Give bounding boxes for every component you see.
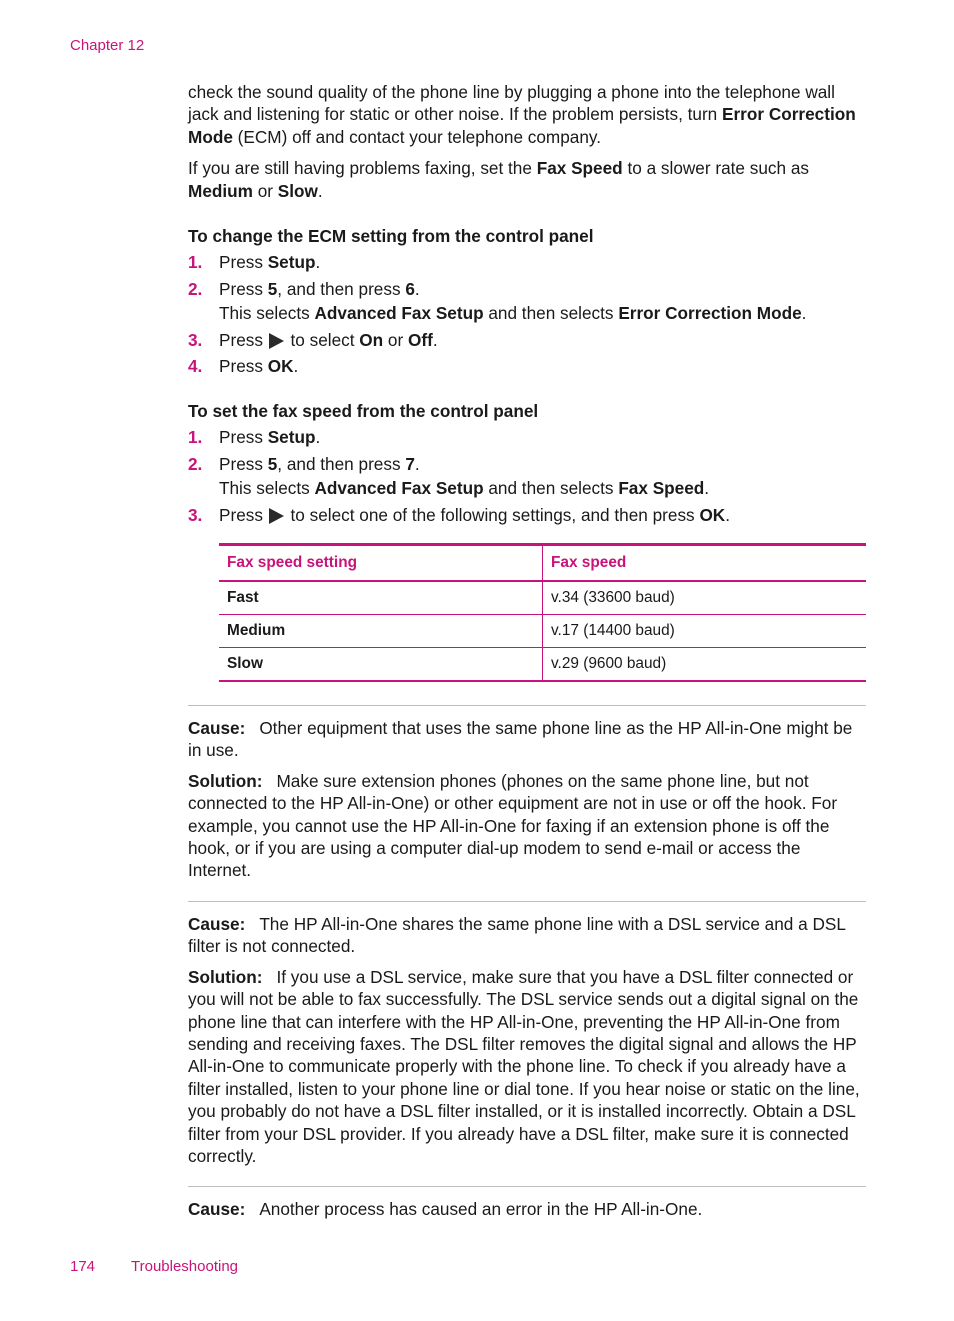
ecm-step-4: 4. Press OK. — [188, 356, 299, 377]
right-arrow-icon — [269, 508, 284, 524]
intro-paragraph-1: check the sound quality of the phone line by plugging a phone into the telephone wall jack and listening for static or other noise. If the problem persists, turn Error Correction Mode (ECM) off and contact your telephone company. — [188, 82, 856, 147]
table-cell-setting: Fast — [219, 581, 543, 615]
table-cell-speed: v.17 (14400 baud) — [543, 615, 867, 648]
fax-speed-table-wrapper — [219, 543, 866, 682]
chapter-header: Chapter 12 — [70, 37, 145, 54]
divider — [188, 1186, 866, 1187]
speed-heading: To set the fax speed from the control panel — [188, 401, 539, 421]
table-row — [219, 615, 866, 648]
table-row — [219, 581, 866, 615]
speed-procedure — [188, 400, 866, 526]
intro-section — [188, 81, 866, 202]
solution-paragraph: Solution: If you use a DSL service, make sure that you have a DSL filter connected or you will not be able to fax successfully. The DSL service sends out a digital signal on the phone line that can interfere with the HP All-in-One, preventing the HP All-in-One from sending and receiving faxes. The DSL filter removes the digital signal and allows the HP All-in-One to communicate properly with the phone line. To check if you already have a filter installed, listen to your phone line or dial tone. If you hear noise or static on the line, you probably do not have a DSL filter installed, or it is installed incorrectly. Obtain a DSL filter from your DSL provider. If you already have a DSL filter, make sure it is connected correctly. — [188, 966, 860, 1167]
divider — [188, 705, 866, 706]
page-number: 174 — [70, 1258, 96, 1275]
solution-paragraph: Solution: Make sure extension phones (phones on the same phone line, but not connected to the HP All-in-One) or other equipment are not in use or off the hook. For example, you cannot use the HP All-in-One for faxing if an extension phone is off the hook, or if you are using a computer dial-up modem to send e-mail or access the Internet. — [188, 770, 838, 881]
table-cell-setting: Medium — [219, 615, 543, 648]
cause-paragraph: Cause: The HP All-in-One shares the same phone line with a DSL service and a DSL filter is not connected. — [188, 914, 846, 957]
cause-paragraph: Cause: Other equipment that uses the same phone line as the HP All-in-One might be in use. — [188, 718, 853, 761]
intro-paragraph-2: If you are still having problems faxing, set the Fax Speed to a slower rate such as Medium or Slow. — [188, 158, 809, 201]
table-header-row — [219, 545, 866, 582]
table-cell-speed: v.29 (9600 baud) — [543, 648, 867, 682]
speed-step-2: 2. Press 5, and then press 7. This selects Advanced Fax Setup and then selects Fax Speed. — [188, 453, 710, 499]
divider — [188, 901, 866, 902]
ecm-heading: To change the ECM setting from the control panel — [188, 226, 594, 246]
cause-block-1 — [188, 717, 866, 882]
fax-speed-table — [219, 543, 866, 682]
ecm-step-3: 3. Press to select On or Off. — [188, 329, 438, 350]
cause-block-3 — [188, 1198, 866, 1220]
ecm-step-1: 1. Press Setup. — [188, 252, 321, 273]
right-arrow-icon — [269, 333, 284, 349]
ecm-procedure — [188, 225, 866, 377]
speed-step-1: 1. Press Setup. — [188, 427, 321, 448]
column-header-setting: Fax speed setting — [219, 545, 543, 582]
table-cell-setting: Slow — [219, 648, 543, 682]
speed-step-3: 3. Press to select one of the following settings, and then press OK. — [188, 504, 730, 525]
cause-block-2 — [188, 913, 866, 1167]
cause-paragraph: Cause: Another process has caused an error in the HP All-in-One. — [188, 1199, 703, 1219]
ecm-step-2: 2. Press 5, and then press 6. This selects Advanced Fax Setup and then selects Error Correction Mode. — [188, 278, 807, 324]
column-header-speed: Fax speed — [543, 545, 867, 582]
section-name: Troubleshooting — [131, 1258, 239, 1275]
page-footer — [70, 1258, 238, 1276]
table-cell-speed: v.34 (33600 baud) — [543, 581, 867, 615]
table-row — [219, 648, 866, 682]
